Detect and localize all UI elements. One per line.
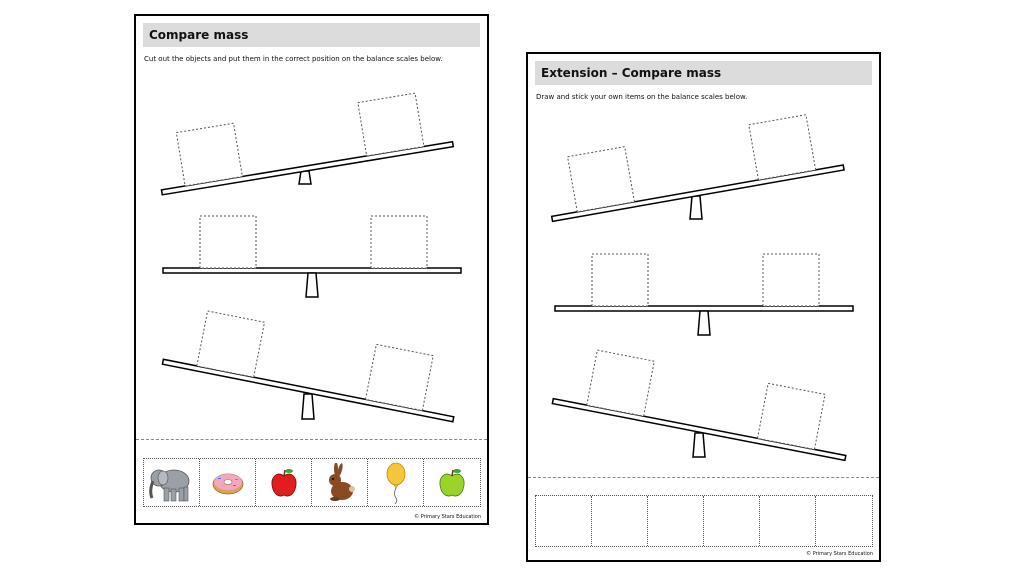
blank-cutout-box[interactable] [592,496,648,546]
elephant-icon [147,461,197,505]
balance-scale-2 [163,216,461,297]
balance-scale-2 [555,254,853,335]
worksheet-extension-compare-mass [526,52,881,562]
blank-cutout-row [535,495,873,547]
balance-scale-3 [162,304,464,421]
cut-line [528,477,879,478]
worksheet-instruction: Draw and stick your own items on the balance scales below. [536,93,748,101]
cutout-objects-row [143,458,481,507]
green-apple-icon [437,467,467,499]
balance-scale-3 [552,344,856,461]
blank-cutout-box[interactable] [536,496,592,546]
worksheet-instruction: Cut out the objects and put them in the correct position on the balance scales below. [144,55,443,63]
worksheet-title: Compare mass [143,23,480,47]
cutout-rabbit[interactable] [312,459,368,506]
balance-scales-diagram [136,16,487,436]
worksheet-compare-mass [134,14,489,525]
copyright-notice: © Primary Stars Education [806,551,873,557]
doughnut-icon [210,469,246,497]
red-apple-icon [269,467,299,499]
worksheet-title: Extension – Compare mass [535,61,872,85]
balloon-icon [383,462,409,504]
cutout-doughnut[interactable] [200,459,256,506]
balance-scales-diagram [528,54,879,474]
cutout-elephant[interactable] [144,459,200,506]
cut-line [136,439,487,440]
blank-cutout-box[interactable] [760,496,816,546]
blank-cutout-box[interactable] [704,496,760,546]
cutout-green-apple[interactable] [424,459,480,506]
cutout-red-apple[interactable] [256,459,312,506]
rabbit-icon [323,463,357,503]
cutout-balloon[interactable] [368,459,424,506]
balance-scale-1 [542,110,844,221]
balance-scale-1 [153,88,454,194]
blank-cutout-box[interactable] [648,496,704,546]
copyright-notice: © Primary Stars Education [414,514,481,520]
blank-cutout-box[interactable] [816,496,872,546]
